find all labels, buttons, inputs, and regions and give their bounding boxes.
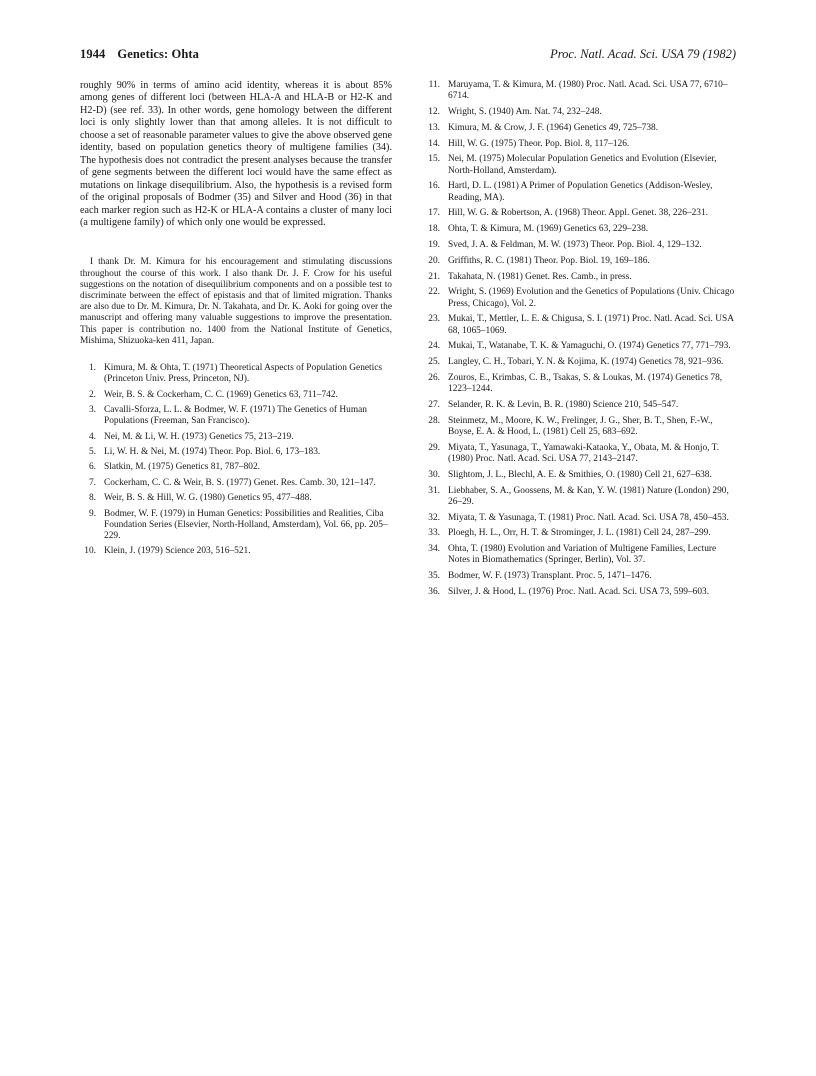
reference-item [424, 443, 736, 465]
reference-item [424, 571, 736, 582]
reference-item [80, 390, 392, 401]
reference-item [424, 224, 736, 235]
reference-item [80, 363, 392, 385]
reference-text: Weir, B. S. & Hill, W. G. (1980) Genetics 95, 477–488. [104, 493, 312, 504]
reference-text: Weir, B. S. & Cockerham, C. C. (1969) Genetics 63, 711–742. [104, 389, 338, 400]
reference-number: 18. [428, 224, 440, 235]
reference-item [424, 528, 736, 539]
reference-text: Langley, C. H., Tobari, Y. N. & Kojima, K. (1974) Genetics 78, 921–936. [448, 357, 724, 368]
reference-item [424, 486, 736, 508]
reference-number: 14. [428, 138, 440, 149]
left-column [80, 80, 392, 562]
reference-text: Ohta, T. & Kimura, M. (1969) Genetics 63, 229–238. [448, 224, 649, 235]
reference-text: Wright, S. (1969) Evolution and the Genetics of Populations (Univ. Chicago Press, Chicago), Vol. 2. [448, 287, 735, 309]
reference-item [424, 470, 736, 481]
reference-number: 11. [428, 80, 440, 90]
reference-item [80, 493, 392, 504]
reference-item [424, 181, 736, 203]
reference-number: 9. [88, 508, 96, 519]
reference-number: 29. [428, 442, 440, 453]
reference-item [80, 447, 392, 458]
reference-number: 4. [88, 431, 96, 442]
reference-item [424, 208, 736, 219]
reference-number: 15. [428, 154, 440, 165]
reference-text: Li, W. H. & Nei, M. (1974) Theor. Pop. Biol. 6, 173–183. [104, 447, 321, 458]
reference-list-left [80, 363, 392, 558]
reference-item [424, 240, 736, 251]
reference-item [424, 373, 736, 395]
reference-text: Bodmer, W. F. (1973) Transplant. Proc. 5, 1471–1476. [448, 571, 652, 582]
reference-text: Kimura, M. & Ohta, T. (1971) Theoretical Aspects of Population Genetics (Princeton Univ. Press, Princeton, NJ). [104, 363, 383, 385]
reference-number: 10. [84, 546, 96, 557]
reference-number: 13. [428, 122, 440, 133]
acknowledgment: I thank Dr. M. Kimura for his encouragement and stimulating discussions throughout the course of this work. I also thank Dr. J. F. Crow for his useful suggestions on the notation of disequilibrium components and on a possible test to discriminate between the effect of epistasis and that of limited migration. Thanks are also due to Dr. M. Kimura, Dr. N. Takahata, and Dr. K. Aoki for going over the manuscript and offering many valuable suggestions to improve the presentation. This paper is contribution no. 1400 from the National Institute of Genetics, Mishima, Shizuoka-ken 411, Japan. [80, 257, 392, 346]
reference-text: Nei, M. & Li, W. H. (1973) Genetics 75, 213–219. [104, 431, 294, 442]
reference-text: Takahata, N. (1981) Genet. Res. Camb., in press. [448, 271, 632, 282]
reference-number: 5. [88, 447, 96, 458]
running-title: Genetics: Ohta [117, 47, 200, 61]
reference-item [424, 287, 736, 309]
reference-number: 27. [428, 399, 440, 410]
reference-item [80, 405, 392, 427]
reference-text: Zouros, E., Krimbas, C. B., Tsakas, S. & Loukas, M. (1974) Genetics 78, 1223–1244. [448, 372, 723, 395]
reference-text: Maruyama, T. & Kimura, M. (1980) Proc. Natl. Acad. Sci. USA 77, 6710–6714. [448, 80, 728, 102]
reference-number: 28. [428, 415, 440, 426]
reference-number: 19. [428, 239, 440, 250]
reference-text: Mukai, T., Mettler, L. E. & Chigusa, S. I. (1971) Proc. Natl. Acad. Sci. USA 68, 1065–1069. [448, 314, 734, 336]
reference-number: 21. [428, 271, 440, 282]
reference-item [424, 80, 736, 102]
reference-text: Kimura, M. & Crow, J. F. (1964) Genetics 49, 725–738. [448, 122, 659, 133]
reference-number: 6. [88, 462, 96, 473]
reference-number: 3. [88, 405, 96, 416]
reference-number: 20. [428, 255, 440, 266]
reference-number: 24. [428, 341, 440, 352]
reference-text: Slightom, J. L., Blechl, A. E. & Smithies, O. (1980) Cell 21, 627–638. [448, 469, 712, 480]
reference-text: Ohta, T. (1980) Evolution and Variation of Multigene Families, Lecture Notes in Biomathematics (Springer, Berlin), Vol. 37. [448, 544, 717, 566]
reference-number: 12. [428, 107, 440, 117]
reference-item [424, 272, 736, 283]
reference-item [424, 357, 736, 368]
reference-text: Miyata, T., Yasunaga, T., Yamawaki-Kataoka, Y., Obata, M. & Honjo, T. (1980) Proc. Natl. Acad. Sci. USA 77, 2143–2147. [448, 442, 720, 464]
header-left [80, 47, 199, 62]
reference-number: 23. [428, 314, 440, 325]
reference-item [424, 416, 736, 438]
reference-item [80, 462, 392, 473]
reference-number: 31. [428, 485, 440, 496]
reference-number: 32. [428, 512, 440, 523]
page-number: 1944 [80, 47, 106, 61]
reference-number: 30. [428, 469, 440, 480]
reference-text: Miyata, T. & Yasunaga, T. (1981) Proc. Natl. Acad. Sci. USA 78, 450–453. [448, 512, 729, 523]
reference-text: Selander, R. K. & Levin, B. R. (1980) Science 210, 545–547. [448, 399, 679, 410]
reference-item [424, 123, 736, 134]
reference-item [424, 139, 736, 150]
reference-number: 17. [428, 208, 440, 219]
reference-text: Cockerham, C. C. & Weir, B. S. (1977) Genet. Res. Camb. 30, 121–147. [104, 477, 376, 488]
reference-item [424, 587, 736, 598]
reference-item [424, 544, 736, 566]
reference-text: Liebhaber, S. A., Goossens, M. & Kan, Y. W. (1981) Nature (London) 290, 26–29. [448, 485, 729, 507]
body-paragraph: roughly 90% in terms of amino acid identity, whereas it is about 85% among genes of different loci (between HLA-A and HLA-B or H2-K and H2-D) (see ref. 33). In other words, gene homology between the different loci is only slightly lower than that among alleles. It is not difficult to choose a set of reasonable parameter values to give the above observed gene identity, based on population genetics theory of multigene families (34). The hypothesis does not contradict the present analyses because the transfer of gene segments between the different loci would have the same effect as mutations on linkage disequilibrium. Also, the hypothesis is a revised form of the original proposals of Bodmer (35) and Silver and Hood (36) in that each marker region such as H2-K or HLA-A contains a cluster of many loci (a multigene family) of which only one would be expressed. [80, 80, 392, 228]
page-header [80, 47, 736, 65]
reference-text: Griffiths, R. C. (1981) Theor. Pop. Biol. 19, 169–186. [448, 255, 650, 266]
reference-text: Silver, J. & Hood, L. (1976) Proc. Natl. Acad. Sci. USA 73, 599–603. [448, 586, 710, 597]
reference-text: Klein, J. (1979) Science 203, 516–521. [104, 546, 251, 557]
reference-item [424, 400, 736, 411]
reference-number: 22. [428, 287, 440, 298]
reference-number: 36. [428, 586, 440, 597]
reference-number: 2. [88, 389, 96, 400]
reference-number: 25. [428, 357, 440, 368]
reference-number: 16. [428, 181, 440, 192]
reference-text: Hill, W. G. (1975) Theor. Pop. Biol. 8, 117–126. [448, 138, 630, 149]
reference-text: Slatkin, M. (1975) Genetics 81, 787–802. [104, 462, 260, 473]
reference-number: 34. [428, 544, 440, 555]
reference-item [424, 256, 736, 267]
reference-item [80, 432, 392, 443]
reference-number: 35. [428, 571, 440, 582]
reference-text: Mukai, T., Watanabe, T. K. & Yamaguchi, O. (1974) Genetics 77, 771–793. [448, 341, 731, 352]
reference-number: 7. [88, 477, 96, 488]
reference-item [80, 478, 392, 489]
reference-item [424, 154, 736, 176]
reference-item [424, 341, 736, 352]
reference-text: Ploegh, H. L., Orr, H. T. & Strominger, J. L. (1981) Cell 24, 287–299. [448, 528, 711, 539]
journal-citation: Proc. Natl. Acad. Sci. USA 79 (1982) [550, 47, 736, 61]
reference-list-right [424, 80, 736, 598]
reference-item [424, 314, 736, 336]
reference-text: Sved, J. A. & Feldman, M. W. (1973) Theor. Pop. Biol. 4, 129–132. [448, 239, 702, 250]
reference-text: Hartl, D. L. (1981) A Primer of Population Genetics (Addison-Wesley, Reading, MA). [448, 181, 713, 203]
reference-item [80, 509, 392, 543]
reference-text: Wright, S. (1940) Am. Nat. 74, 232–248. [448, 107, 602, 117]
right-column [424, 80, 736, 603]
reference-number: 33. [428, 528, 440, 539]
reference-item [424, 513, 736, 524]
reference-item [80, 546, 392, 557]
reference-text: Bodmer, W. F. (1979) in Human Genetics: Possibilities and Realities, Ciba Foundation Series (Elsevier, North-Holland, Amsterdam), Vol. 66, pp. 205–229. [104, 508, 388, 541]
reference-number: 8. [88, 493, 96, 504]
reference-text: Cavalli-Sforza, L. L. & Bodmer, W. F. (1971) The Genetics of Human Populations (Freeman, San Francisco). [104, 405, 367, 427]
reference-text: Nei, M. (1975) Molecular Population Genetics and Evolution (Elsevier, North-Holland, Amsterdam). [448, 154, 717, 176]
reference-number: 26. [428, 372, 440, 383]
reference-number: 1. [88, 363, 96, 374]
reference-text: Hill, W. G. & Robertson, A. (1968) Theor. Appl. Genet. 38, 226–231. [448, 208, 708, 219]
reference-item [424, 107, 736, 118]
reference-text: Steinmetz, M., Moore, K. W., Frelinger, J. G., Sher, B. T., Shen, F.-W., Boyse, E. A. & Hood, L. (1981) Cell 25, 683–692. [448, 415, 713, 437]
